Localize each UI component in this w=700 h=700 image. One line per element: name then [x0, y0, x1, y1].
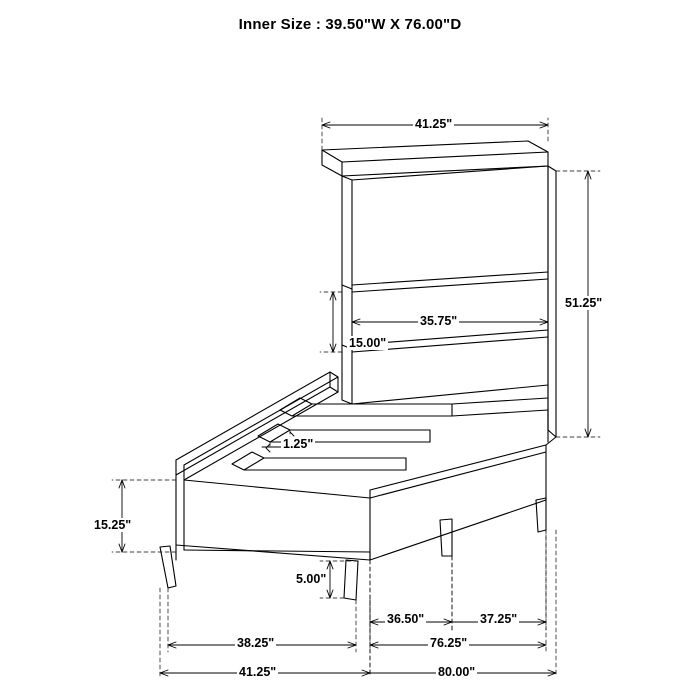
dim-side-depth-front: 36.50": [387, 612, 425, 626]
dim-side-depth-rear: 37.25": [480, 612, 518, 626]
dim-leg-height: 5.00": [296, 572, 327, 586]
dim-rail-thickness: 1.25": [283, 437, 314, 451]
dim-overall-width: 41.25": [239, 665, 277, 679]
dim-overall-depth: 80.00": [438, 665, 476, 679]
dim-base-depth: 76.25": [430, 636, 468, 650]
dim-base-width: 38.25": [237, 636, 275, 650]
page-title: Inner Size : 39.50"W X 76.00"D: [238, 16, 462, 33]
dim-overall-height: 51.25": [565, 296, 603, 310]
dim-rail-height: 15.25": [94, 518, 132, 532]
dim-headboard-panel-height: 15.00": [349, 336, 387, 350]
dim-headboard-panel-width: 35.75": [420, 314, 458, 328]
dim-headboard-width: 41.25": [415, 117, 453, 131]
